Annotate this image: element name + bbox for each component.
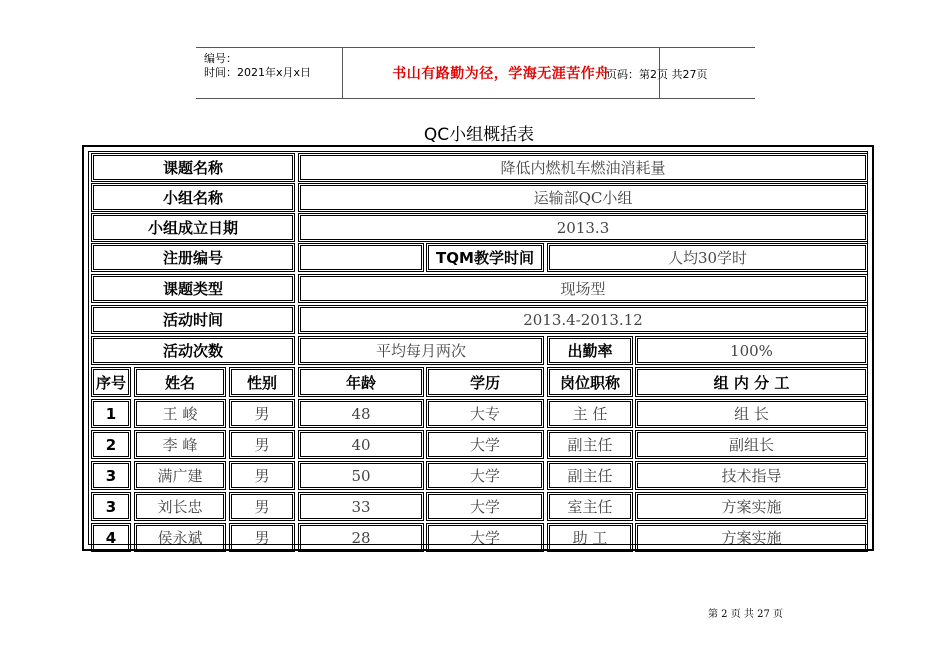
type-label: 课题类型 [91,274,295,303]
table-title: QC小组概括表 [423,125,535,145]
member-cell-name: 王 峻 [134,399,226,428]
member-cell-no: 3 [91,461,131,490]
member-cell-role: 组 长 [635,399,868,428]
member-cell-no: 4 [91,523,131,552]
number-label: 编号： [204,52,237,65]
member-cell-role: 方案实施 [635,492,868,521]
member-cell-role: 技术指导 [635,461,868,490]
member-cell-no: 1 [91,399,131,428]
member-cell-post: 助 工 [547,523,633,552]
col-header-name: 姓名 [134,367,226,397]
count-label: 活动次数 [91,336,295,365]
member-cell-edu: 大学 [426,523,544,552]
attend-value: 100% [635,336,868,365]
page-footer: 第 2 页 共 27 页 [708,609,783,620]
col-header-no: 序号 [91,367,131,397]
period-value: 2013.4-2013.12 [298,305,868,334]
type-value: 现场型 [298,274,868,303]
member-cell-gender: 男 [229,523,295,552]
col-header-gender: 性别 [229,367,295,397]
member-cell-age: 33 [298,492,424,521]
member-cell-no: 3 [91,492,131,521]
tqm-value: 人均30学时 [547,243,868,272]
member-cell-no: 2 [91,430,131,459]
col-header-role: 组 内 分 工 [635,367,868,397]
period-label: 活动时间 [91,305,295,334]
member-cell-edu: 大学 [426,492,544,521]
attend-label: 出勤率 [547,336,633,365]
col-header-edu: 学历 [426,367,544,397]
group-value: 运输部QC小组 [298,183,868,212]
reg-value [298,243,424,272]
member-cell-post: 副主任 [547,430,633,459]
member-cell-name: 侯永斌 [134,523,226,552]
member-cell-age: 40 [298,430,424,459]
member-cell-edu: 大学 [426,430,544,459]
member-cell-role: 方案实施 [635,523,868,552]
member-cell-age: 28 [298,523,424,552]
document-header [196,47,755,99]
member-cell-name: 满广建 [134,461,226,490]
time-label: 时间：2021年x月x日 [204,66,312,79]
header-meta [196,48,337,98]
qc-summary-table [82,145,874,551]
motto-text: 书山有路勤为径，学海无涯苦作舟 [342,48,660,98]
date-value: 2013.3 [298,213,868,242]
tqm-label: TQM教学时间 [426,243,544,272]
reg-label: 注册编号 [91,243,295,272]
date-label: 小组成立日期 [91,213,295,242]
member-cell-name: 刘长忠 [134,492,226,521]
member-cell-age: 48 [298,399,424,428]
member-cell-role: 副组长 [635,430,868,459]
member-cell-gender: 男 [229,461,295,490]
col-header-age: 年龄 [298,367,424,397]
member-cell-name: 李 峰 [134,430,226,459]
member-cell-gender: 男 [229,492,295,521]
member-cell-gender: 男 [229,399,295,428]
member-cell-age: 50 [298,461,424,490]
member-cell-edu: 大专 [426,399,544,428]
member-cell-edu: 大学 [426,461,544,490]
col-header-post: 岗位职称 [547,367,633,397]
topic-label: 课题名称 [91,153,295,182]
member-cell-post: 副主任 [547,461,633,490]
member-cell-post: 主 任 [547,399,633,428]
member-cell-post: 室主任 [547,492,633,521]
count-value: 平均每月两次 [298,336,544,365]
topic-value: 降低内燃机车燃油消耗量 [298,153,868,182]
page-label: 页码：第2页 共27页 [606,68,708,81]
group-label: 小组名称 [91,183,295,212]
member-cell-gender: 男 [229,430,295,459]
